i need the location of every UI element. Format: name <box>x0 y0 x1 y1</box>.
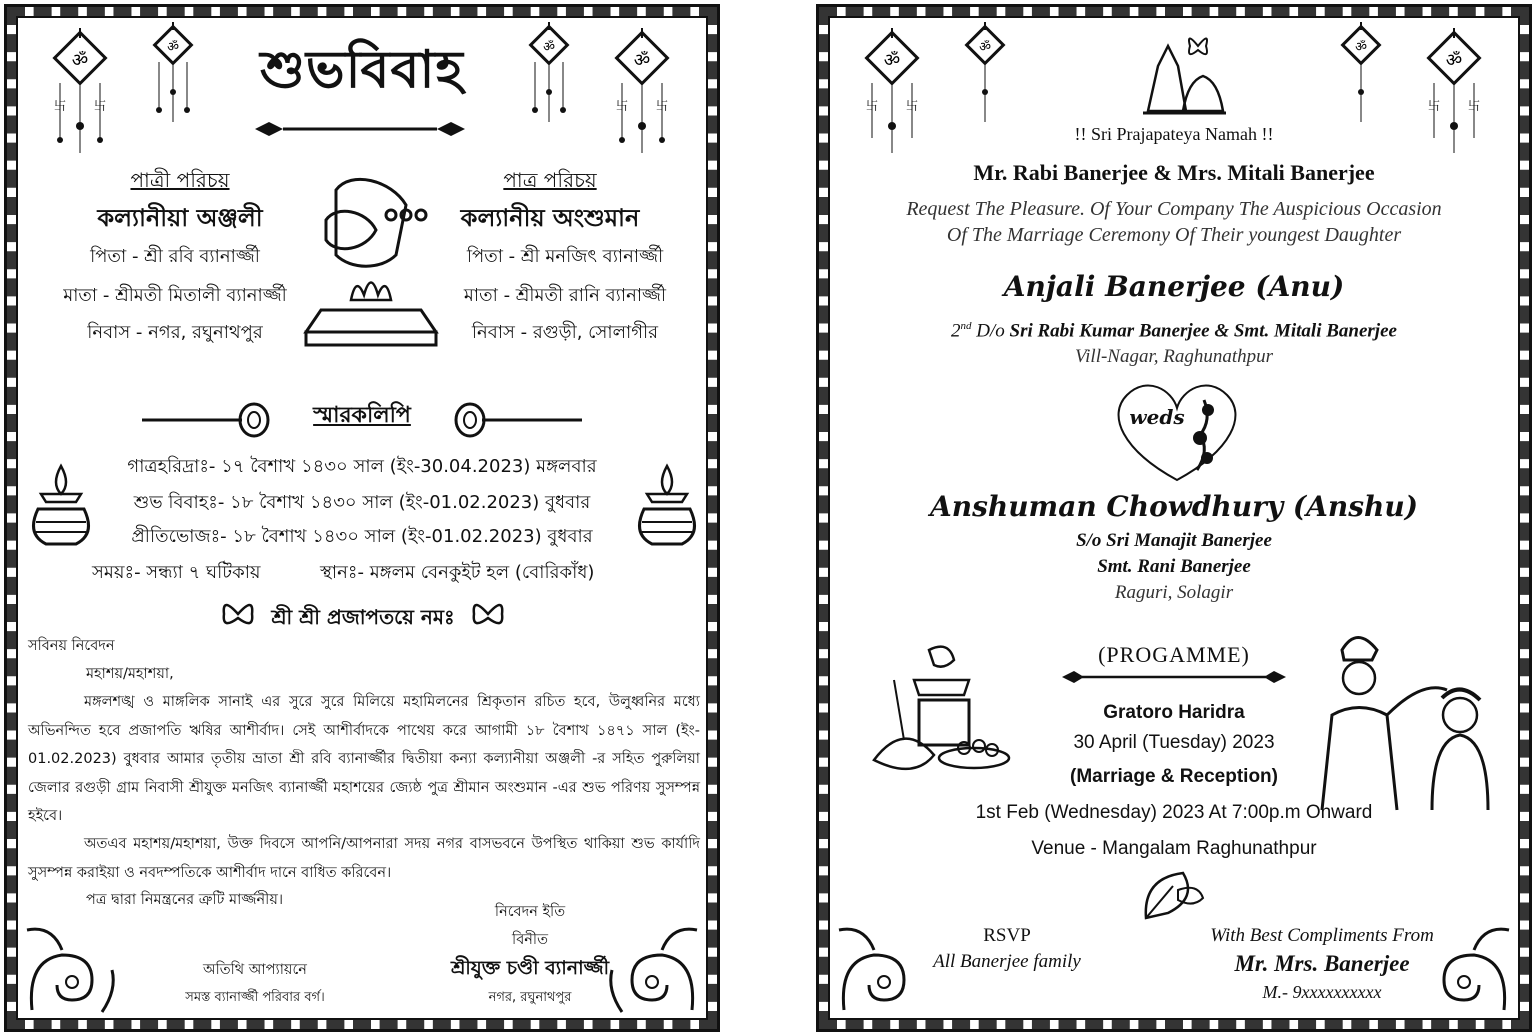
svg-text:卐: 卐 <box>615 99 629 113</box>
event-wedding: শুভ বিবাহঃ- ১৮ বৈশাখ ১৪৩০ সাল (ইং-01.02.2023) বুধবার <box>133 492 591 513</box>
bengali-invitation-card <box>0 0 724 1036</box>
compliments-name: Mr. Mrs. Banerjee <box>1234 951 1410 976</box>
bride-daughter-of: D/o <box>976 320 1005 342</box>
kalash-pot-left-icon <box>26 464 96 554</box>
hospitality-family: সমস্ত ব্যানার্জ্জী পরিবার বর্গ। <box>185 990 325 1005</box>
address-line: মহাশয়/মহাশয়া, <box>86 666 174 682</box>
bride-parentage <box>812 320 1536 342</box>
svg-text:ॐ: ॐ <box>1445 50 1463 71</box>
rsvp-family: All Banerjee family <box>933 951 1081 972</box>
event-wedding-name: (Marriage & Reception) <box>1070 766 1278 787</box>
salutation: সবিনয় নিবেদন <box>28 638 115 654</box>
bride-name: Anjali Banerjee (Anu) <box>1003 270 1345 303</box>
compliments-label: With Best Compliments From <box>1210 925 1434 946</box>
groom-address: নিবাস - রগুড়ী, সোলাগীর <box>471 322 659 343</box>
hanging-om-ornament-icon <box>526 22 572 132</box>
groom-name: Anshuman Chowdhury (Anshu) <box>930 490 1418 523</box>
event-haldi-name: Gratoro Haridra <box>1103 702 1245 723</box>
bride-village: Vill-Nagar, Raghunathpur <box>1074 346 1274 367</box>
svg-text:ॐ: ॐ <box>1355 40 1367 55</box>
programme-title: (PROGAMME) <box>1098 642 1250 667</box>
svg-text:卐: 卐 <box>93 99 107 113</box>
shehnai-left-icon <box>142 400 272 440</box>
svg-text:卐: 卐 <box>1467 99 1481 113</box>
event-haldi: গাত্রহরিদ্রাঃ- ১৭ বৈশাখ ১৪৩০ সাল (ইং-30.04.2023) মঙ্গলবার <box>127 456 597 477</box>
svg-text:ॐ: ॐ <box>71 50 89 71</box>
butterfly-right-icon <box>470 596 506 632</box>
event-time: সময়ঃ- সন্ধ্যা ৭ ঘটিকায় <box>92 562 261 583</box>
groom-father: S/o Sri Manajit Banerjee <box>1076 530 1272 551</box>
weds-label: weds <box>1129 405 1185 429</box>
english-invitation-card <box>812 0 1536 1036</box>
letter-paragraph-1: মঙ্গলশঙ্খ ও মাঙ্গলিক সানাই এর সুরে সুরে মিলিয়ে মহামিলনের শ্রিকৃতান রচিত হবে, উলুধ্বনির মধ্যে অভিনন্দিত হবে প্রজাপতি ঋষির আশীর্বাদ। সেই আশীর্বাদকে পাথেয় করে আগামী ১৮ বৈশাখ ১৪৭১ সাল (ইং- 01.02.2023) বুধবার আমার তৃতীয় ভ্রাতা শ্রী রবি ব্যানার্জ্জীর দ্বিতীয়া কন্যা কল্যানীয়া অঞ্জলী -র সহিত পুরুলিয়া জেলার রগুড়ী গ্রাম নিবাসী শ্রীযুক্ত মনজিৎ ব্যানার্জ্জী মহাশয়ের জ্যেষ্ঠ পুত্র শ্রীমান অংশুমান -এর শুভ পরিণয় সুসম্পন্ন হইবে। <box>28 694 700 824</box>
bride-address: নিবাস - নগর, রঘুনাথপুর <box>87 322 263 343</box>
signature-humble: বিনীত <box>512 932 548 948</box>
corner-paisley-left-icon <box>834 920 934 1016</box>
ritual-items-illustration <box>874 640 1014 790</box>
event-wedding-date: 1st Feb (Wednesday) 2023 At 7:00p.m Onward <box>975 802 1373 823</box>
hanging-om-ornament-icon <box>962 22 1008 132</box>
signature-closing: নিবেদন ইতি <box>494 904 566 920</box>
svg-text:卐: 卐 <box>905 99 919 113</box>
shehnai-right-icon <box>452 400 582 440</box>
corner-paisley-right-icon <box>602 920 702 1016</box>
svg-text:卐: 卐 <box>1427 99 1441 113</box>
bride-intro-header: পাত্রী পরিচয় <box>130 168 230 192</box>
bride-groom-illustration <box>1302 620 1492 810</box>
request-line-2: Of The Marriage Ceremony Of Their youngest Daughter <box>946 224 1402 246</box>
event-feast: প্রীতিভোজঃ- ১৮ বৈশাখ ১৪৩০ সাল (ইং-01.02.2023) বুধবার <box>131 526 593 547</box>
bride-father: পিতা - শ্রী রবি ব্যানার্জ্জী <box>90 246 260 267</box>
groom-village: Raguri, Solagir <box>1114 582 1234 603</box>
svg-text:ॐ: ॐ <box>167 40 179 55</box>
svg-text:卐: 卐 <box>655 99 669 113</box>
title-divider-flourish <box>255 118 465 140</box>
bride-mother: মাতা - শ্রীমতী মিতালী ব্যানার্জ্জী <box>63 285 287 306</box>
betel-leaf-icon <box>1138 868 1208 923</box>
groom-name-bengali: কল্যানীয় অংশুমান <box>460 204 640 232</box>
svg-text:ॐ: ॐ <box>979 40 991 55</box>
svg-text:卐: 卐 <box>53 99 67 113</box>
groom-mother: Smt. Rani Banerjee <box>1097 556 1251 577</box>
event-venue: Venue - Mangalam Raghunathpur <box>1031 838 1317 859</box>
groom-intro-header: পাত্র পরিচয় <box>503 168 597 192</box>
hanging-om-ornament-icon <box>150 22 196 132</box>
bride-order-suffix: nd <box>960 320 972 332</box>
blessing-line: শ্রী শ্রী প্রজাপতয়ে নমঃ <box>271 605 455 629</box>
topor-crown-butterfly-icon <box>1138 26 1228 118</box>
programme-divider <box>1062 668 1286 686</box>
letter-paragraph-2: অতএব মহাশয়/মহাশয়া, উক্ত দিবসে আপনি/আপনারা সদয় নগর বাসভবনে উপস্থিত থাকিয়া শুভ কার্যাদি সুসম্পন্ন করাইয়া ও নবদম্পতিকে আশীর্বাদ দানে বাধিত করিবেন। <box>28 836 700 881</box>
hanging-om-ornament-icon <box>1338 22 1384 132</box>
bride-order: 2 <box>951 320 961 342</box>
signature-place: নগর, রঘুনাথপুর <box>488 990 572 1005</box>
hanging-om-ornament-icon <box>50 28 110 158</box>
corner-paisley-left-icon <box>22 920 122 1016</box>
invocation-line: !! Sri Prajapateya Namah !! <box>1074 124 1274 144</box>
svg-text:ॐ: ॐ <box>543 40 555 55</box>
memo-title: স্মারকলিপি <box>313 403 411 428</box>
kalash-pot-right-icon <box>632 464 702 554</box>
groom-mother: মাতা - শ্রীমতী রানি ব্যানার্জ্জী <box>463 285 667 306</box>
svg-text:卐: 卐 <box>865 99 879 113</box>
event-venue: স্থানঃ- মঙ্গলম বেনকুইট হল (বোরিকাঁধ) <box>320 562 595 583</box>
butterfly-left-icon <box>220 596 256 632</box>
mobile-number: M.- 9xxxxxxxxxx <box>1262 982 1382 1002</box>
request-line-1: Request The Pleasure. Of Your Company The Auspicious Occasion <box>906 198 1442 220</box>
rsvp-label: RSVP <box>983 925 1031 946</box>
bride-parents: Sri Rabi Kumar Banerjee & Smt. Mitali Banerjee <box>1009 320 1397 342</box>
bride-name-bengali: কল্যানীয়া অঞ্জলী <box>97 204 263 232</box>
host-names: Mr. Rabi Banerjee & Mrs. Mitali Banerjee <box>973 160 1375 185</box>
corner-paisley-right-icon <box>1414 920 1514 1016</box>
shubho-bibaho-title: শুভবিবাহ <box>260 40 464 100</box>
hospitality-title: অতিথি আপ্যায়নে <box>203 962 307 978</box>
letter-paragraph-3: পত্র দ্বারা নিমন্ত্রনের ত্রুটি মার্জ্জনীয়। <box>86 892 284 908</box>
hanging-om-ornament-icon <box>612 28 672 158</box>
svg-text:ॐ: ॐ <box>883 50 901 71</box>
weds-heart-icon <box>1112 380 1242 485</box>
svg-text:ॐ: ॐ <box>633 50 651 71</box>
event-haldi-date: 30 April (Tuesday) 2023 <box>1073 732 1275 753</box>
groom-father: পিতা - শ্রী মনজিৎ ব্যানার্জ্জী <box>466 246 664 267</box>
signature-name: শ্রীযুক্ত চণ্ডী ব্যানার্জ্জী <box>450 957 609 979</box>
